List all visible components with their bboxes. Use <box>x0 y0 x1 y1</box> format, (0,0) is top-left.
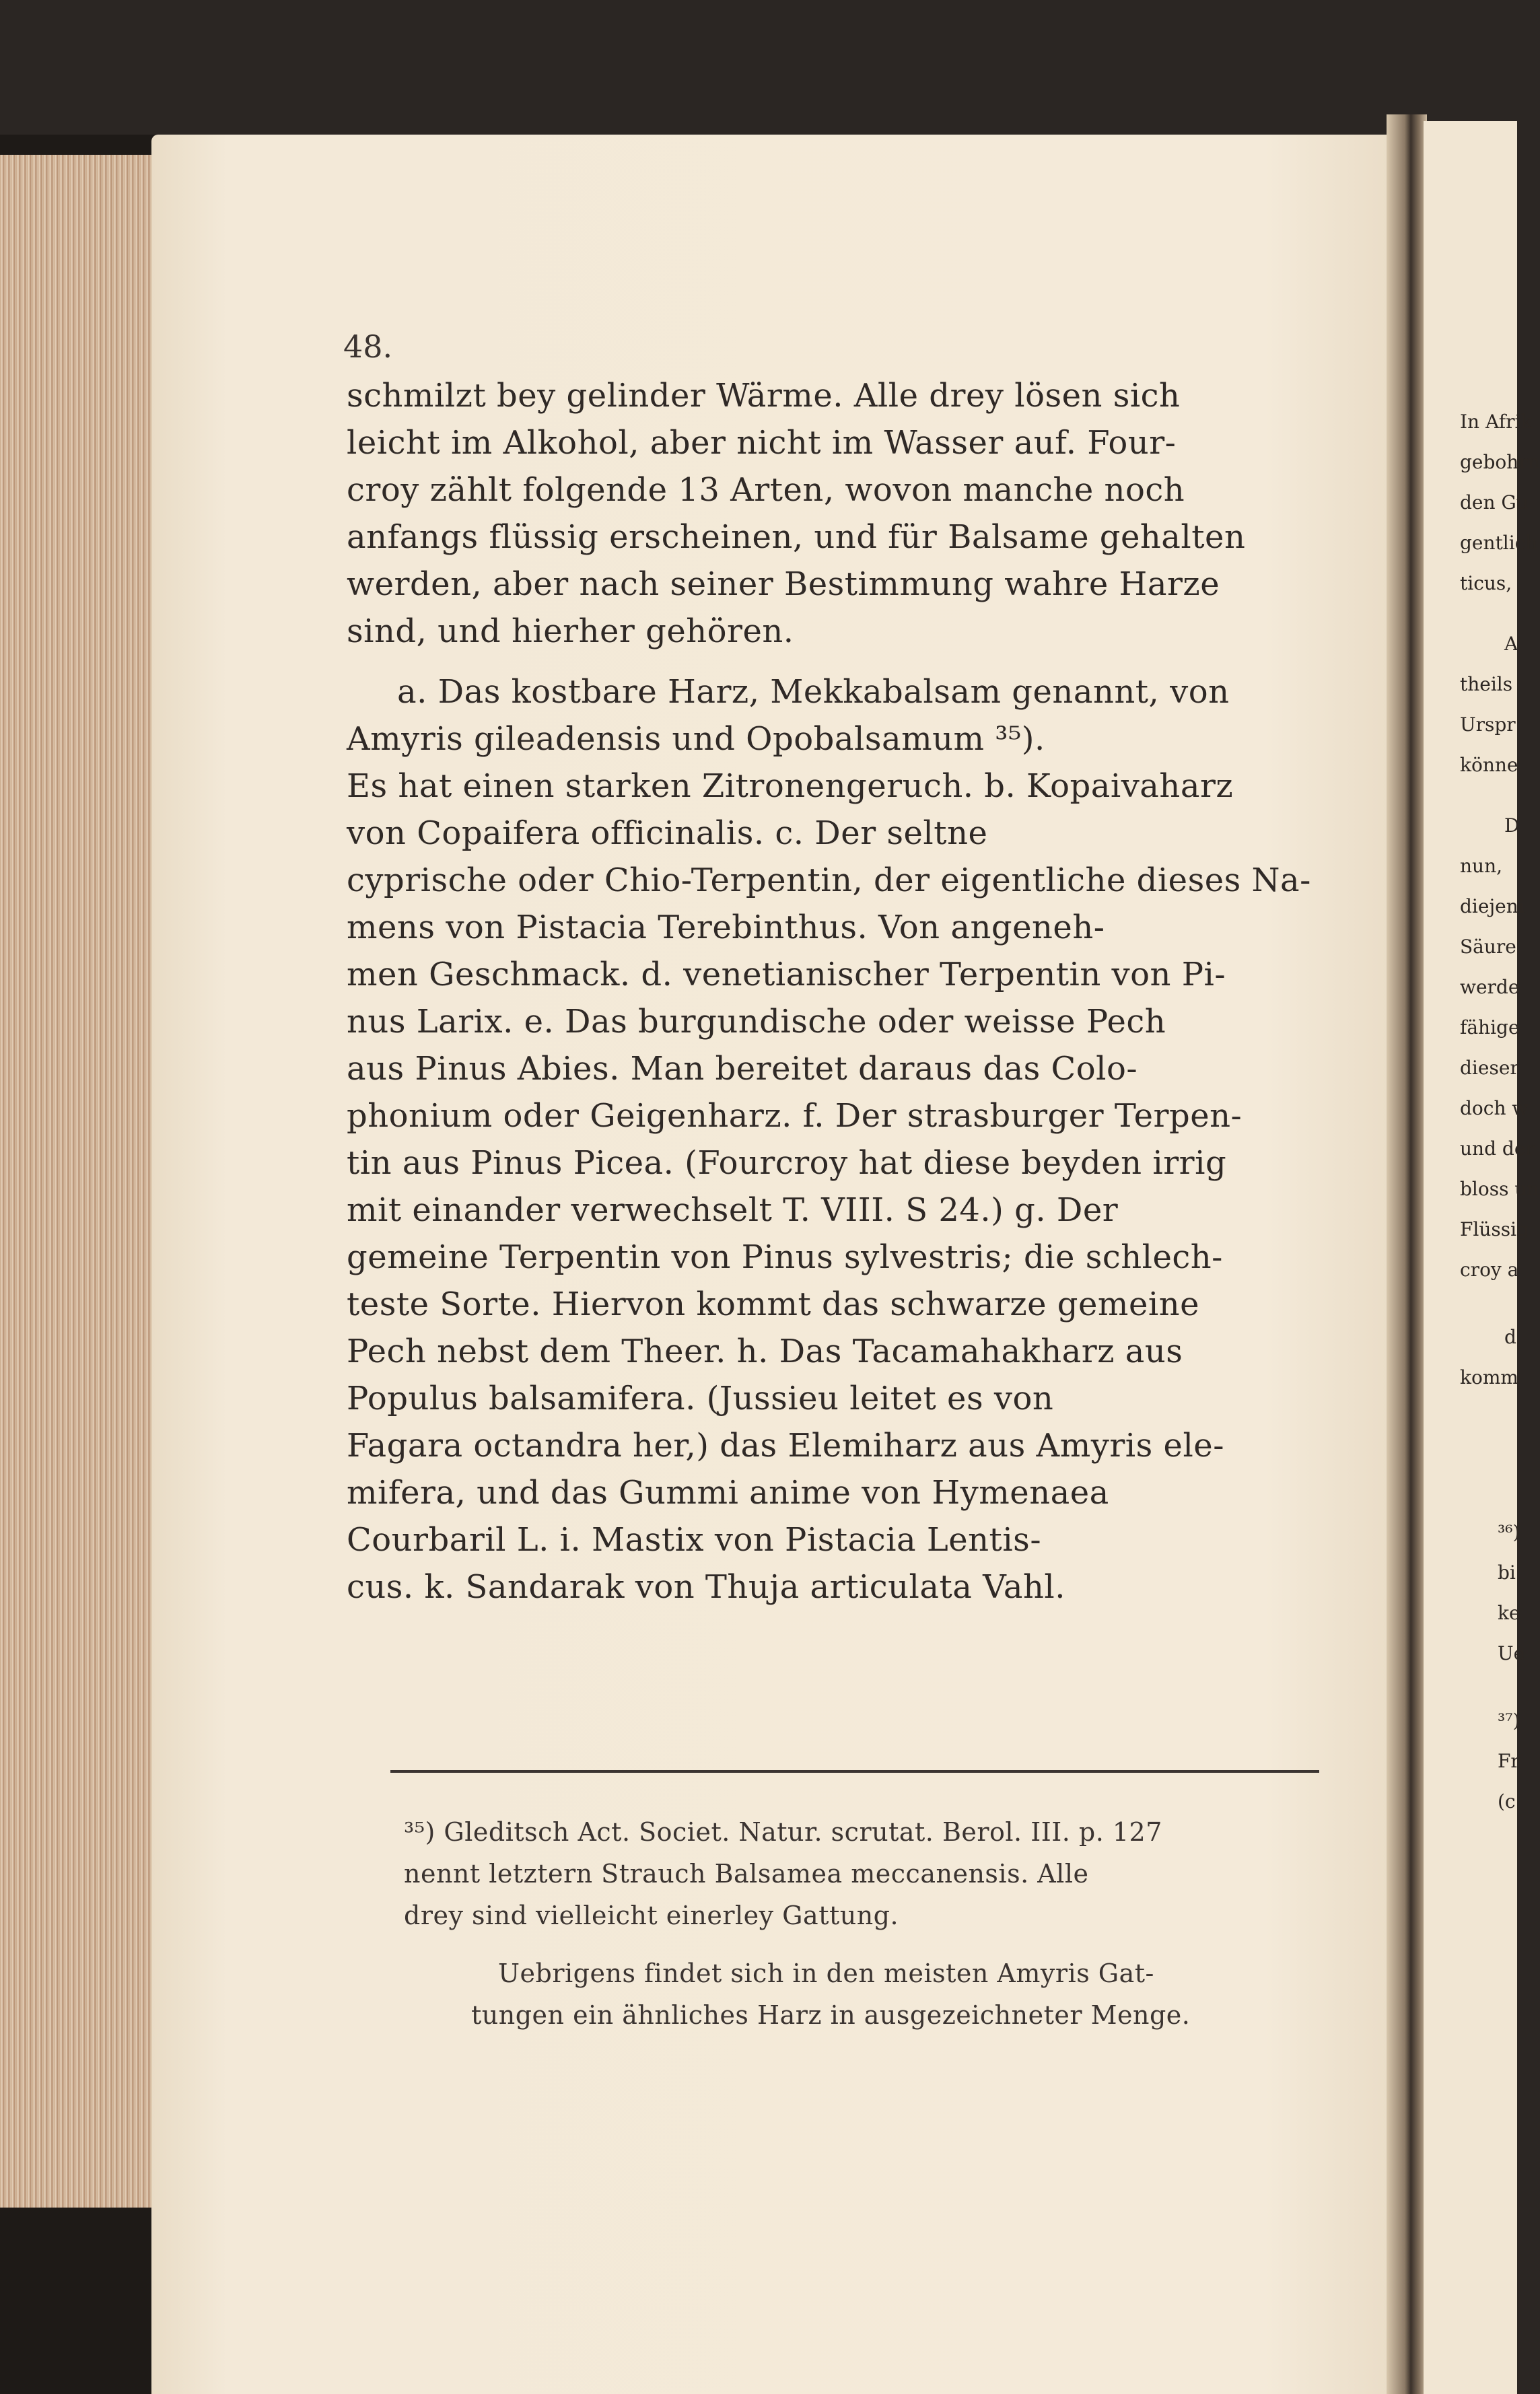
next-page-fragment: Säure, <box>1460 936 1523 958</box>
next-page-fragment: Flüssig <box>1460 1218 1529 1240</box>
page-edges <box>0 155 168 2208</box>
next-page-fragment: doch w <box>1460 1097 1529 1119</box>
body-line: teste Sorte. Hiervon kommt das schwarze gemeine <box>347 1286 1200 1323</box>
next-page-fragment: gentlich <box>1460 532 1538 554</box>
body-line: aus Pinus Abies. Man bereitet daraus das Colo- <box>347 1050 1138 1088</box>
body-line: anfangs flüssig erscheinen, und für Balsame gehalten <box>347 518 1246 556</box>
body-line: Populus balsamifera. (Jussieu leitet es von <box>347 1380 1054 1417</box>
next-page-edge <box>1424 121 1540 2394</box>
next-page-fragment: werde <box>1460 976 1520 998</box>
body-line: Fagara octandra her,) das Elemiharz aus Amyris ele- <box>347 1427 1224 1465</box>
footnote-line: ³⁵) Gleditsch Act. Societ. Natur. scrutat. Berol. III. p. 127 <box>404 1817 1162 1847</box>
body-line: von Copaifera officinalis. c. Der seltne <box>347 814 988 852</box>
next-page-fragment: und der <box>1460 1137 1535 1160</box>
footnote-line: nennt letztern Strauch Balsamea meccanensis. Alle <box>404 1859 1089 1889</box>
next-page-fragment: dieser <box>1460 1057 1519 1079</box>
next-page-fragment: ke <box>1498 1602 1520 1624</box>
next-page-fragment: könne <box>1460 754 1518 776</box>
next-page-fragment: A <box>1504 633 1518 655</box>
body-line: mifera, und das Gummi anime von Hymenaea <box>347 1474 1109 1512</box>
body-line: werden, aber nach seiner Bestimmung wahre Harze <box>347 565 1220 603</box>
footnote-divider <box>390 1770 1319 1773</box>
footnote-line: drey sind vielleicht einerley Gattung. <box>404 1901 899 1930</box>
next-page-fragment: Urspr <box>1460 713 1516 736</box>
body-line: schmilzt bey gelinder Wärme. Alle drey lösen sich <box>347 377 1181 415</box>
next-page-fragment: komm <box>1460 1366 1518 1388</box>
body-line: men Geschmack. d. venetianischer Terpentin von Pi- <box>347 956 1226 993</box>
body-line: Pech nebst dem Theer. h. Das Tacamahakharz aus <box>347 1333 1183 1370</box>
next-page-fragment: Ue <box>1498 1642 1525 1664</box>
next-page-fragment: den Gu <box>1460 491 1529 514</box>
body-line: croy zählt folgende 13 Arten, wovon manche noch <box>347 471 1185 509</box>
next-page-fragment: croy a <box>1460 1259 1519 1281</box>
body-line: mens von Pistacia Terebinthus. Von angeneh- <box>347 909 1105 946</box>
body-line: Courbaril L. i. Mastix von Pistacia Lentis- <box>347 1521 1042 1559</box>
body-line: sind, und hierher gehören. <box>347 612 794 650</box>
next-page-fragment: fähige <box>1460 1016 1520 1038</box>
next-page-fragment: diejeni <box>1460 895 1525 917</box>
footnote-line: tungen ein ähnliches Harz in ausgezeichneter Menge. <box>471 2000 1191 2030</box>
body-line: leicht im Alkohol, aber nicht im Wasser auf. Four- <box>347 424 1177 462</box>
body-line: Amyris gileadensis und Opobalsamum ³⁵). <box>347 720 1045 758</box>
body-line: nus Larix. e. Das burgundische oder weisse Pech <box>347 1003 1166 1041</box>
next-page-fragment: theils <box>1460 673 1513 695</box>
next-page-fragment: Fr <box>1498 1750 1520 1772</box>
next-page-fragment: (c <box>1498 1790 1516 1812</box>
next-page-fragment: bloss un <box>1460 1178 1539 1200</box>
book-gutter <box>1387 114 1427 2394</box>
body-line: gemeine Terpentin von Pinus sylvestris; die schlech- <box>347 1238 1223 1276</box>
body-line: cus. k. Sandarak von Thuja articulata Vahl. <box>347 1568 1066 1606</box>
body-line: a. Das kostbare Harz, Mekkabalsam genannt, von <box>397 673 1230 711</box>
body-line: cyprische oder Chio-Terpentin, der eigentliche dieses Na- <box>347 861 1311 899</box>
page-number: 48. <box>343 328 393 365</box>
next-page-fragment: gebohrn <box>1460 451 1540 473</box>
next-page-fragment: D <box>1504 814 1520 837</box>
footnote-line: Uebrigens findet sich in den meisten Amyris Gat- <box>498 1959 1154 1988</box>
next-page-fragment: ³⁷) <box>1498 1710 1520 1732</box>
next-page-fragment: nun, <box>1460 855 1502 877</box>
body-line: mit einander verwechselt T. VIII. S 24.) g. Der <box>347 1191 1119 1229</box>
body-line: tin aus Pinus Picea. (Fourcroy hat diese beyden irrig <box>347 1144 1227 1182</box>
next-page-fragment: ticus, <box>1460 572 1512 594</box>
next-page-fragment: bi <box>1498 1561 1516 1584</box>
next-page-fragment: d <box>1504 1326 1516 1348</box>
next-page-fragment: In Afrik <box>1460 411 1533 433</box>
body-line: phonium oder Geigenharz. f. Der strasburger Terpen- <box>347 1097 1242 1135</box>
next-page-fragment: ³⁶) <box>1498 1521 1520 1543</box>
body-line: Es hat einen starken Zitronengeruch. b. Kopaivaharz <box>347 767 1234 805</box>
